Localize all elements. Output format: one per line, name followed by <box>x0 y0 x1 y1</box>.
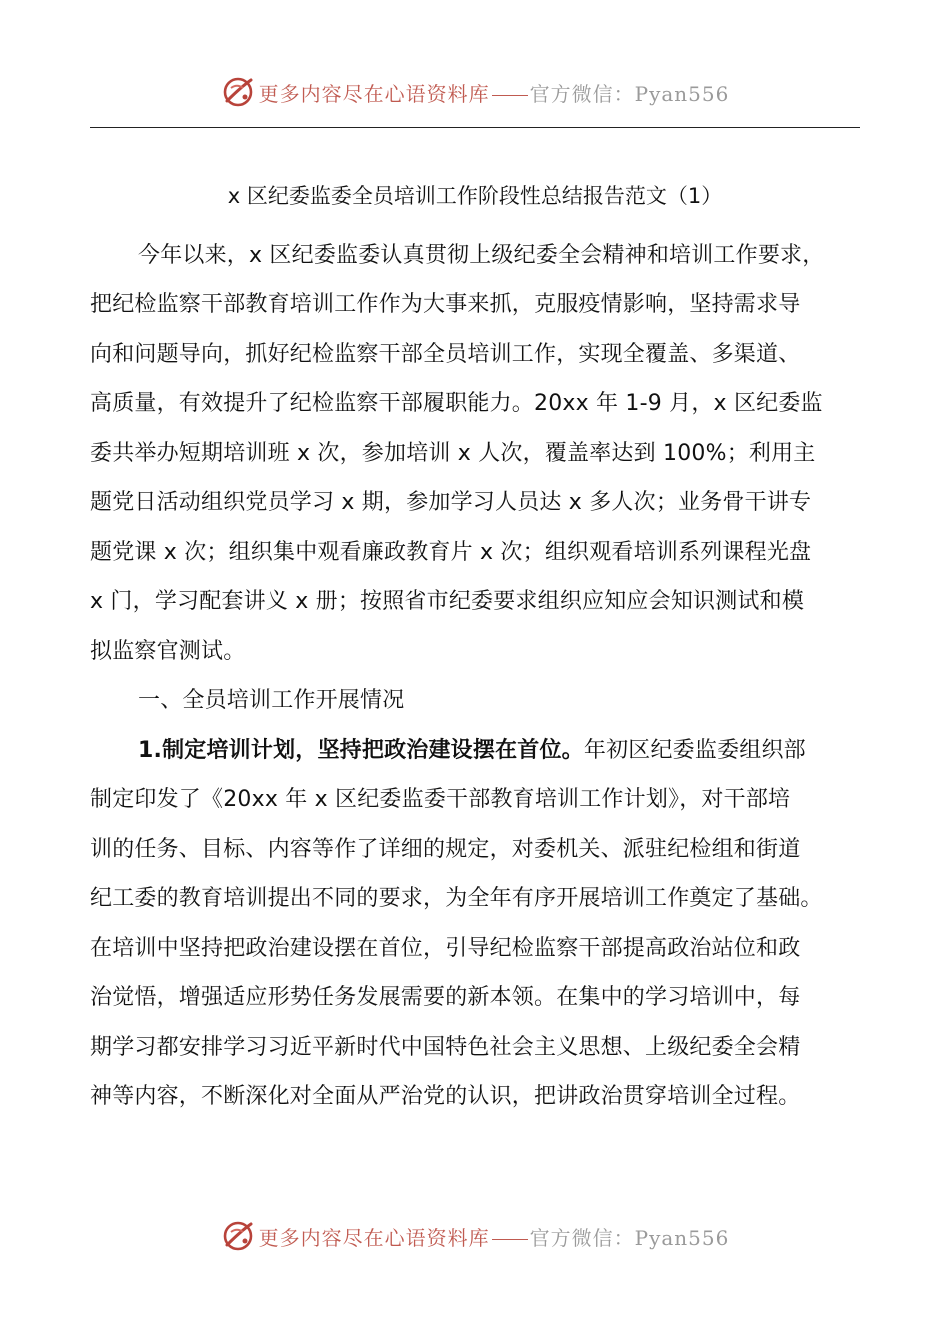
paragraph-line: 在培训中坚持把政治建设摆在首位，引导纪检监察干部提高政治站位和政 <box>90 936 801 961</box>
paragraph-line: 拟监察官测试。 <box>90 639 246 664</box>
paragraph-line: 高质量，有效提升了纪检监察干部履职能力。20xx 年 1-9 月，x 区纪委监 <box>90 391 823 416</box>
paragraph-line: 向和问题导向，抓好纪检监察干部全员培训工作，实现全覆盖、多渠道、 <box>90 342 801 367</box>
watermark-dash <box>492 1239 528 1240</box>
paragraph-line: 今年以来，x 区纪委监委认真贯彻上级纪委全会精神和培训工作要求， <box>138 243 825 268</box>
document-title: x 区纪委监委全员培训工作阶段性总结报告范文（1） <box>227 184 723 208</box>
watermark-wechat-label: 官方微信： <box>529 81 635 106</box>
brush-logo-icon <box>221 75 255 109</box>
paragraph-line: 神等内容，不断深化对全面从严治党的认识，把讲政治贯穿培训全过程。 <box>90 1084 801 1109</box>
section-heading: 一、全员培训工作开展情况 <box>138 688 405 713</box>
watermark-main: 更多内容尽在心语资料库 <box>258 1225 490 1250</box>
watermark-wechat-id: Pyan556 <box>634 1225 730 1250</box>
item-first-line <box>138 733 806 769</box>
footer-watermark <box>0 1216 950 1256</box>
header-watermark <box>0 72 950 112</box>
paragraph-line: 期学习都安排学习习近平新时代中国特色社会主义思想、上级纪委全会精 <box>90 1035 801 1060</box>
item-lead-rest: 年初区纪委监委组织部 <box>583 738 806 763</box>
watermark-main: 更多内容尽在心语资料库 <box>258 81 490 106</box>
watermark-text <box>259 78 730 107</box>
paragraph-line: 治觉悟，增强适应形势任务发展需要的新本领。在集中的学习培训中，每 <box>90 985 801 1010</box>
paragraph-line: 题党日活动组织党员学习 x 期，参加学习人员达 x 多人次；业务骨干讲专 <box>90 490 812 515</box>
paragraph-line: 纪工委的教育培训提出不同的要求，为全年有序开展培训工作奠定了基础。 <box>90 886 823 911</box>
watermark-wechat-label: 官方微信： <box>529 1225 635 1250</box>
watermark-wechat-id: Pyan556 <box>634 81 730 106</box>
paragraph-line: 委共举办短期培训班 x 次，参加培训 x 人次，覆盖率达到 100%；利用主 <box>90 441 816 466</box>
watermark-text <box>259 1222 730 1251</box>
paragraph-line: x 门，学习配套讲义 x 册；按照省市纪委要求组织应知应会知识测试和模 <box>90 589 805 614</box>
watermark-dash <box>492 95 528 96</box>
header-rule <box>90 127 860 128</box>
brush-logo-icon <box>221 1219 255 1253</box>
paragraph-line: 题党课 x 次；组织集中观看廉政教育片 x 次；组织观看培训系列课程光盘 <box>90 540 812 565</box>
paragraph-line: 训的任务、目标、内容等作了详细的规定，对委机关、派驻纪检组和街道 <box>90 837 801 862</box>
item-bold-lead: 1.制定培训计划，坚持把政治建设摆在首位。 <box>138 738 584 763</box>
paragraph-line: 把纪检监察干部教育培训工作作为大事来抓，克服疫情影响，坚持需求导 <box>90 292 801 317</box>
paragraph-line: 制定印发了《20xx 年 x 区纪委监委干部教育培训工作计划》，对干部培 <box>90 787 791 812</box>
